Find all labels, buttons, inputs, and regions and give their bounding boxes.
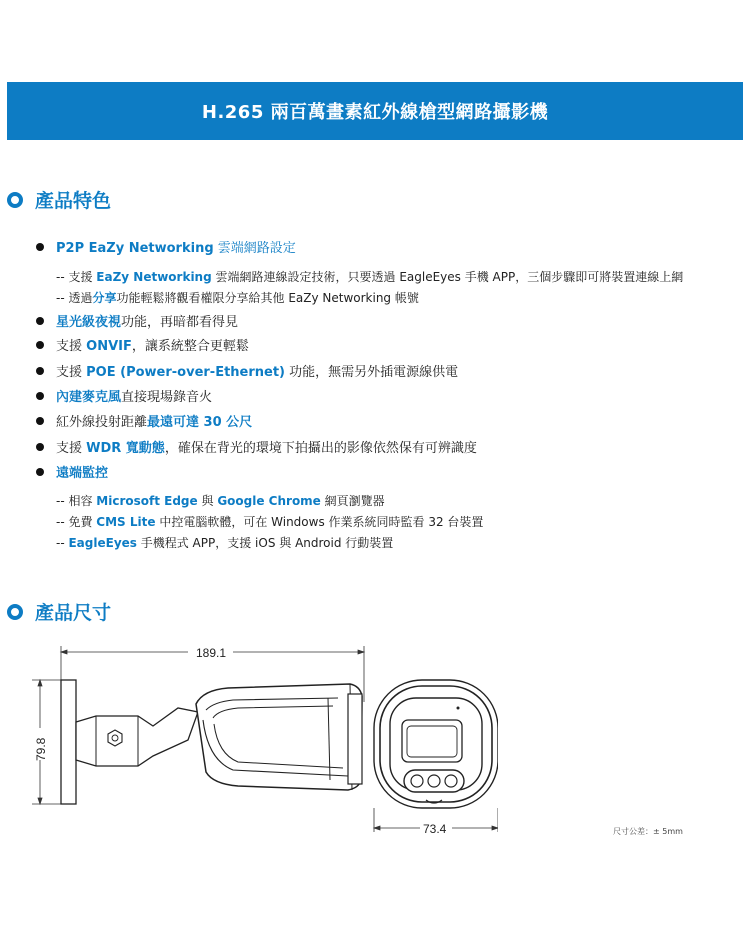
section-bullet-icon [7,604,23,620]
bullet-icon [36,317,44,325]
wdr-highlight: WDR 寬動態 [86,441,165,456]
remote-sub3-prefix: -- [56,536,69,550]
feature-p2p-sub1 [56,268,683,286]
dimensions-heading [7,598,111,625]
ir-led-icon [428,775,440,787]
remote-sub1-prefix: -- 相容 [56,494,97,508]
camera-dimension-drawing [28,640,498,840]
feature-onvif [36,338,249,356]
remote-sub3-highlight: EagleEyes [68,536,137,550]
feature-ir [36,414,252,432]
ir-led-icon [411,775,423,787]
bullet-icon [36,367,44,375]
bullet-icon [36,443,44,451]
sub1-highlight: EaZy Networking [96,270,212,284]
ir-led-icon [445,775,457,787]
poe-text: 功能，無需另外插電源線供電 [285,365,459,380]
feature-remote-sub3 [56,534,393,552]
remote-sub3-text: 手機程式 APP，支援 iOS 與 Android 行動裝置 [136,536,394,550]
onvif-prefix: 支援 [56,339,87,354]
feature-p2p-highlight: P2P EaZy Networking [56,241,214,256]
remote-sub2-text: 中控電腦軟體，可在 Windows 作業系統同時監看 32 台裝置 [155,515,484,529]
onvif-highlight: ONVIF [86,339,132,354]
remote-sub2-prefix: -- 免費 [56,515,97,529]
mount-base [61,680,76,804]
features-title: 產品特色 [35,190,112,212]
camera-body-side [196,684,362,790]
onvif-text: ，讓系統整合更輕鬆 [131,339,249,354]
feature-p2p-text: 雲端網路設定 [213,241,296,256]
feature-remote-sub2 [56,513,483,531]
mic-highlight: 內建麥克風 [56,390,122,405]
feature-p2p-sub2 [56,289,419,307]
section-bullet-icon [7,192,23,208]
starlight-text: 功能，再暗都看得見 [121,315,239,330]
page-title: H.265 兩百萬畫素紅外線槍型網路攝影機 [201,102,549,123]
sub1-prefix: -- 支援 [56,270,97,284]
remote-highlight: 遠端監控 [56,466,109,481]
bolt-icon [108,730,122,746]
bullet-icon [36,341,44,349]
length-label: 189.1 [196,646,227,660]
width-label: 73.4 [423,822,447,836]
ir-prefix: 紅外線投射距離 [56,415,148,430]
sub2-highlight: 分享 [92,291,117,305]
feature-wdr [36,440,477,458]
feature-starlight [36,314,238,332]
remote-sub2-highlight: CMS Lite [96,515,156,529]
feature-remote [36,465,108,483]
wdr-prefix: 支援 [56,441,87,456]
dimensions-title: 產品尺寸 [35,602,112,624]
bullet-icon [36,243,44,251]
bullet-icon [36,468,44,476]
title-banner [7,82,743,140]
remote-sub1-text: 網頁瀏覽器 [320,494,385,508]
mic-text: 直接現場錄音火 [121,390,213,405]
tolerance-note: 尺寸公差：± 5mm [613,827,683,836]
poe-highlight: POE (Power-over-Ethernet) [86,365,285,380]
remote-sub1-highlight1: Microsoft Edge [96,494,198,508]
bullet-icon [36,392,44,400]
feature-p2p [36,240,296,258]
sub1-text: 雲端網路連線設定技術，只要透過 EagleEyes 手機 APP，三個步驟即可將裝置連線上網 [211,270,684,284]
sub2-prefix: -- 透過 [56,291,93,305]
sub2-text: 功能輕鬆將觀看權限分享給其他 EaZy Networking 帳號 [116,291,419,305]
poe-prefix: 支援 [56,365,87,380]
feature-mic [36,389,212,407]
features-heading [7,186,111,213]
height-label: 79.8 [34,737,48,761]
feature-remote-sub1 [56,492,385,510]
remote-sub1-mid: 與 [197,494,218,508]
ir-highlight: 最遠可達 30 公尺 [147,415,253,430]
wdr-text: ，確保在背光的環境下拍攝出的影像依然保有可辨識度 [164,441,477,456]
starlight-highlight: 星光級夜視 [56,315,122,330]
bracket-arm [76,708,198,766]
feature-poe [36,364,458,382]
remote-sub1-highlight2: Google Chrome [217,494,321,508]
bullet-icon [36,417,44,425]
